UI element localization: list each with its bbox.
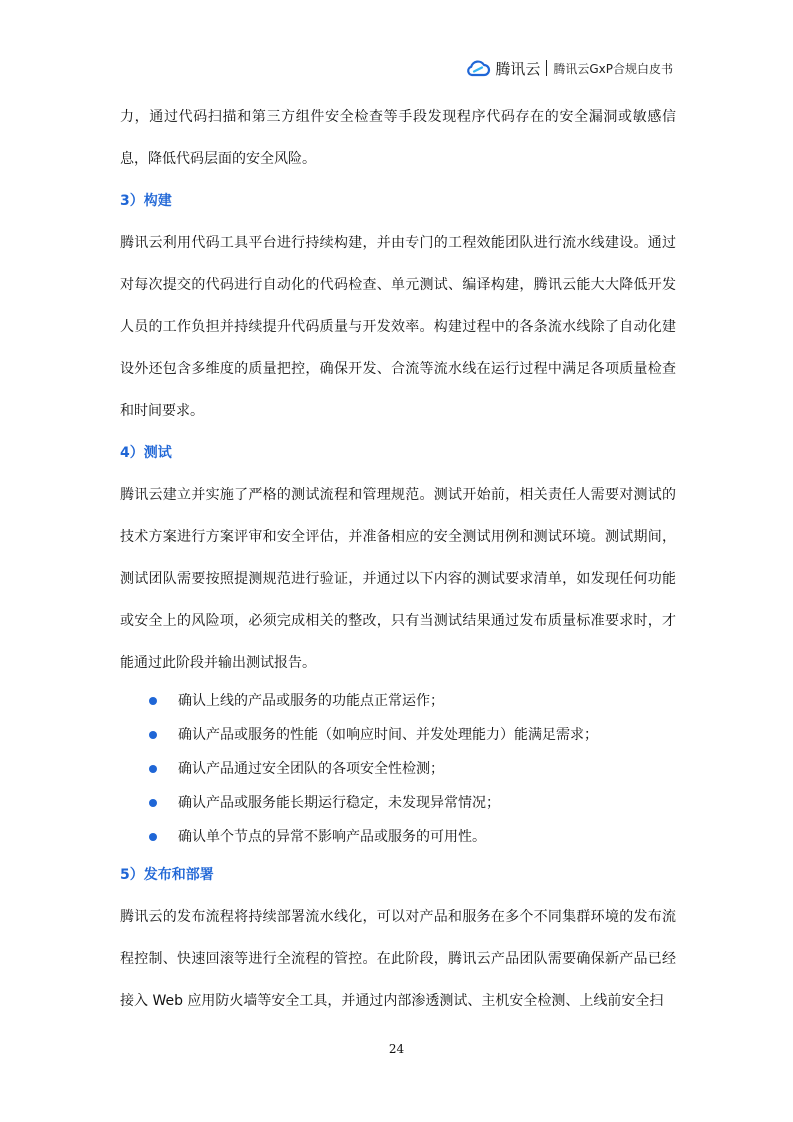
section-heading-release: 5）发布和部署	[120, 867, 214, 883]
bullet-dot-icon	[149, 765, 157, 773]
list-item	[120, 684, 676, 718]
list-item	[120, 786, 676, 820]
bullet-dot-icon	[149, 833, 157, 841]
bullet-dot-icon	[149, 799, 157, 807]
page-number: 24	[388, 1042, 405, 1056]
section-heading-build: 3）构建	[120, 193, 172, 209]
paragraph-build: 腾讯云利用代码工具平台进行持续构建，并由专门的工程效能团队进行流水线建设。通过对每次提交的代码进行自动化的代码检查、单元测试、编译构建，腾讯云能大大降低开发人员的工作负担并持续提升代码质量与开发效率。构建过程中的各条流水线除了自动化建设外还包含多维度的质量把控，确保开发、合流等流水线在运行过程中满足各项质量检查和时间要求。	[120, 235, 676, 419]
list-item	[120, 820, 676, 854]
brand-name: 腾讯云	[495, 59, 541, 78]
paragraph-test: 腾讯云建立并实施了严格的测试流程和管理规范。测试开始前，相关责任人需要对测试的技术方案进行方案评审和安全评估，并准备相应的安全测试用例和测试环境。测试期间，测试团队需要按照提测规范进行验证，并通过以下内容的测试要求清单，如发现任何功能或安全上的风险项，必须完成相关的整改，只有当测试结果通过发布质量标准要求时，才能通过此阶段并输出测试报告。	[120, 487, 676, 671]
paragraph-intro: 力，通过代码扫描和第三方组件安全检查等手段发现程序代码存在的安全漏洞或敏感信息，降低代码层面的安全风险。	[120, 109, 676, 167]
list-item-text: 确认产品或服务能长期运行稳定，未发现异常情况；	[178, 795, 500, 811]
test-requirements-list	[120, 684, 676, 854]
bullet-dot-icon	[149, 697, 157, 705]
list-item-text: 确认上线的产品或服务的功能点正常运作；	[178, 693, 444, 709]
page-header	[465, 54, 673, 82]
cloud-logo-icon	[465, 59, 491, 77]
document-title: 腾讯云GxP合规白皮书	[553, 61, 673, 76]
bullet-dot-icon	[149, 731, 157, 739]
page-content	[120, 96, 676, 1022]
paragraph-release: 腾讯云的发布流程将持续部署流水线化，可以对产品和服务在多个不同集群环境的发布流程控制、快速回滚等进行全流程的管控。在此阶段，腾讯云产品团队需要确保新产品已经接入 Web 应用防火墙等安全工具，并通过内部渗透测试、主机安全检测、上线前安全扫	[120, 909, 676, 1009]
list-item	[120, 752, 676, 786]
list-item	[120, 718, 676, 752]
list-item-text: 确认产品通过安全团队的各项安全性检测；	[178, 761, 444, 777]
list-item-text: 确认单个节点的异常不影响产品或服务的可用性。	[178, 829, 486, 845]
section-heading-test: 4）测试	[120, 445, 172, 461]
list-item-text: 确认产品或服务的性能（如响应时间、并发处理能力）能满足需求；	[178, 727, 598, 743]
header-divider	[546, 60, 547, 76]
